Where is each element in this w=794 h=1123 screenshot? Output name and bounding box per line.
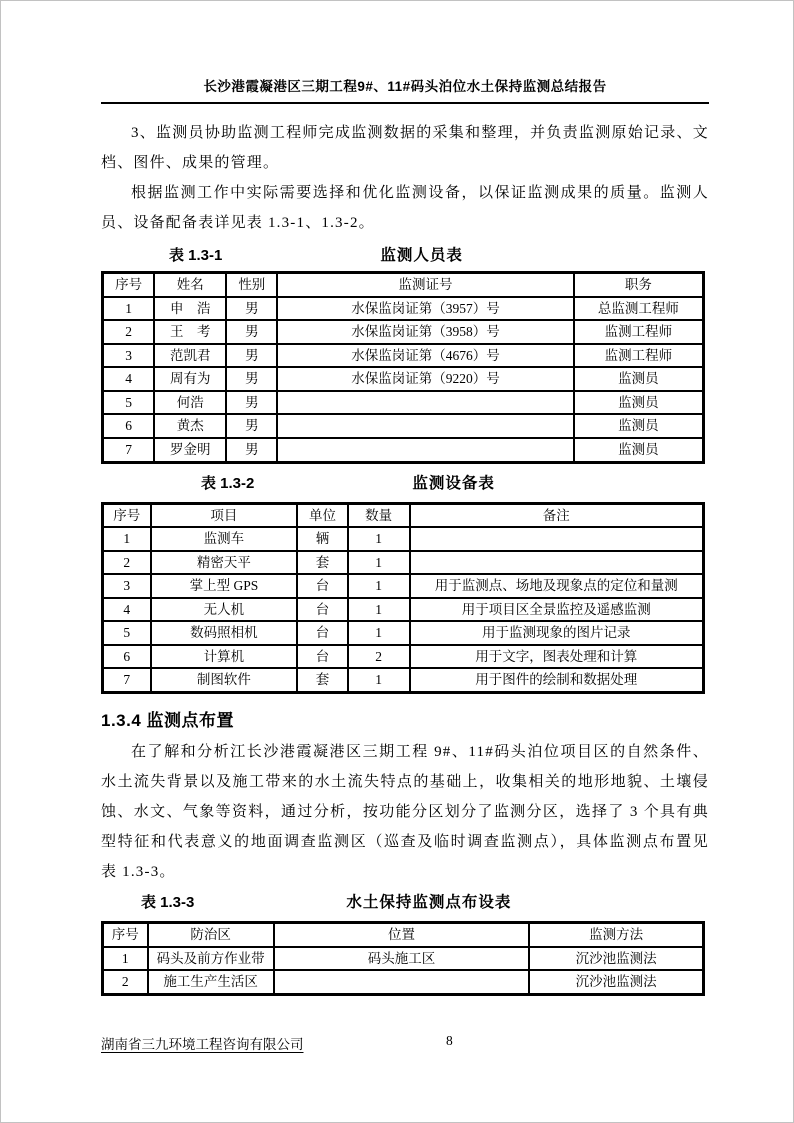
table-row: [103, 621, 704, 645]
table-cell: 7: [103, 438, 155, 462]
table-cell: 辆: [297, 527, 347, 551]
table-cell: 监测工程师: [574, 344, 704, 368]
table3-caption-title: 水土保持监测点布设表: [346, 894, 512, 911]
table2-caption-title: 监测设备表: [412, 474, 495, 492]
table-cell: 6: [103, 414, 155, 438]
table-cell: 周有为: [154, 367, 226, 391]
page-content: [101, 1, 709, 996]
table-cell: 台: [297, 598, 347, 622]
table-cell: 5: [103, 391, 155, 415]
table-cell: 掌上型 GPS: [151, 574, 298, 598]
table-cell: 1: [348, 574, 410, 598]
table1-caption: [101, 243, 709, 265]
table-cell: 男: [226, 438, 277, 462]
table-cell: [277, 391, 573, 415]
table-cell: 1: [103, 297, 155, 321]
table-cell: [410, 527, 704, 551]
table-cell: 4: [103, 367, 155, 391]
table-cell: 男: [226, 414, 277, 438]
table-header-cell: 监测证号: [277, 273, 573, 297]
table-cell: 监测员: [574, 391, 704, 415]
table3-caption: [101, 890, 709, 912]
table-row: [103, 645, 704, 669]
table-header-cell: 项目: [151, 503, 298, 527]
table-cell: 用于监测现象的图片记录: [410, 621, 704, 645]
paragraph-2: 根据监测工作中实际需要选择和优化监测设备，以保证监测成果的质量。监测人员、设备配备表详见表 1.3-1、1.3-2。: [101, 185, 709, 231]
table-row: [103, 947, 704, 971]
table-cell: 1: [103, 947, 148, 971]
table-row: [103, 438, 704, 462]
table-cell: 1: [103, 527, 151, 551]
table-cell: 计算机: [151, 645, 298, 669]
table-cell: 3: [103, 344, 155, 368]
table-header-row: [103, 503, 704, 527]
table-cell: 台: [297, 621, 347, 645]
table-header-cell: 备注: [410, 503, 704, 527]
table-row: [103, 668, 704, 692]
table-cell: 无人机: [151, 598, 298, 622]
table-cell: 何浩: [154, 391, 226, 415]
table-cell: 水保监岗证第（3958）号: [277, 320, 573, 344]
table-cell: 台: [297, 645, 347, 669]
table-row: [103, 574, 704, 598]
table-cell: 用于监测点、场地及现象点的定位和量测: [410, 574, 704, 598]
table-row: [103, 414, 704, 438]
table-cell: 6: [103, 645, 151, 669]
table-cell: 黄杰: [154, 414, 226, 438]
table-cell: 套: [297, 668, 347, 692]
table-cell: 1: [348, 668, 410, 692]
table-header-cell: 数量: [348, 503, 410, 527]
paragraph-1: 3、监测员协助监测工程师完成监测数据的采集和整理，并负责监测原始记录、文档、图件、成果的管理。: [101, 125, 709, 171]
table-header-cell: 防治区: [148, 923, 274, 947]
table-cell: 监测工程师: [574, 320, 704, 344]
table-cell: 套: [297, 551, 347, 575]
page-footer: [101, 1033, 709, 1053]
table-header-cell: 序号: [103, 273, 155, 297]
table-header-row: [103, 923, 704, 947]
table-cell: 水保监岗证第（4676）号: [277, 344, 573, 368]
table3-caption-label: 表 1.3-3: [141, 894, 195, 911]
table-cell: 数码照相机: [151, 621, 298, 645]
equipment-table: [101, 502, 705, 695]
table1-caption-title: 监测人员表: [380, 247, 463, 264]
table-row: [103, 320, 704, 344]
table-cell: 用于文字，图表处理和计算: [410, 645, 704, 669]
personnel-table: [101, 271, 705, 464]
table-row: [103, 598, 704, 622]
monitoring-points-table: [101, 921, 705, 996]
table-header-row: [103, 273, 704, 297]
table-cell: [277, 414, 573, 438]
table-cell: 沉沙池监测法: [529, 970, 703, 994]
page-header-title: 长沙港霞凝港区三期工程9#、11#码头泊位水土保持监测总结报告: [101, 75, 709, 104]
paragraph-3: 在了解和分析江长沙港霞凝港区三期工程 9#、11#码头泊位项目区的自然条件、水土流失背景以及施工带来的水土流失特点的基础上，收集相关的地形地貌、土壤侵蚀、水文、气象等资料，通过分析，按功能分区划分了监测分区，选择了 3 个具有典型特征和代表意义的地面调查监测区（巡查及临时调查监测点），具体监测点布置见表 1.3-3。: [101, 744, 709, 880]
table-cell: 5: [103, 621, 151, 645]
table-row: [103, 527, 704, 551]
table-cell: 男: [226, 344, 277, 368]
table-row: [103, 970, 704, 994]
table-header-cell: 性别: [226, 273, 277, 297]
footer-company-name: 湖南省三九环境工程咨询有限公司: [101, 1037, 304, 1052]
table-header-cell: 序号: [103, 503, 151, 527]
table-cell: 1: [348, 527, 410, 551]
table1-caption-label: 表 1.3-1: [169, 247, 223, 264]
table-cell: 码头施工区: [274, 947, 529, 971]
table-cell: 罗金明: [154, 438, 226, 462]
table-cell: 男: [226, 320, 277, 344]
table-cell: 2: [103, 551, 151, 575]
table-row: [103, 367, 704, 391]
table-header-cell: 单位: [297, 503, 347, 527]
table-cell: 1: [348, 551, 410, 575]
table-row: [103, 344, 704, 368]
table-cell: 2: [103, 320, 155, 344]
table-cell: 1: [348, 598, 410, 622]
table-cell: 3: [103, 574, 151, 598]
table2-caption: [101, 471, 709, 493]
table-cell: 2: [103, 970, 148, 994]
table-cell: 用于项目区全景监控及遥感监测: [410, 598, 704, 622]
table-cell: 男: [226, 391, 277, 415]
table-header-cell: 姓名: [154, 273, 226, 297]
table-cell: 监测员: [574, 367, 704, 391]
table-cell: 沉沙池监测法: [529, 947, 703, 971]
page-number: 8: [446, 1033, 453, 1048]
table-cell: 码头及前方作业带: [148, 947, 274, 971]
table-header-cell: 序号: [103, 923, 148, 947]
table-cell: 男: [226, 297, 277, 321]
table-cell: 7: [103, 668, 151, 692]
table2-caption-label: 表 1.3-2: [201, 474, 255, 492]
table-header-cell: 位置: [274, 923, 529, 947]
table-header-cell: 职务: [574, 273, 704, 297]
table-row: [103, 297, 704, 321]
table-cell: 2: [348, 645, 410, 669]
table-cell: 水保监岗证第（3957）号: [277, 297, 573, 321]
table-row: [103, 391, 704, 415]
table-row: [103, 551, 704, 575]
table-cell: 监测员: [574, 414, 704, 438]
table-cell: 王 考: [154, 320, 226, 344]
table-cell: 1: [348, 621, 410, 645]
table-cell: 制图软件: [151, 668, 298, 692]
table-cell: 水保监岗证第（9220）号: [277, 367, 573, 391]
table-cell: 范凯君: [154, 344, 226, 368]
table-cell: 申 浩: [154, 297, 226, 321]
table-cell: [410, 551, 704, 575]
table-cell: [277, 438, 573, 462]
table-cell: 4: [103, 598, 151, 622]
table-cell: 精密天平: [151, 551, 298, 575]
table-cell: 总监测工程师: [574, 297, 704, 321]
section-heading-1-3-4: 1.3.4 监测点布置: [101, 711, 235, 730]
table-cell: 施工生产生活区: [148, 970, 274, 994]
table-cell: 监测员: [574, 438, 704, 462]
table-cell: 男: [226, 367, 277, 391]
table-cell: 台: [297, 574, 347, 598]
table-header-cell: 监测方法: [529, 923, 703, 947]
table-cell: 监测车: [151, 527, 298, 551]
table-cell: [274, 970, 529, 994]
table-cell: 用于图件的绘制和数据处理: [410, 668, 704, 692]
